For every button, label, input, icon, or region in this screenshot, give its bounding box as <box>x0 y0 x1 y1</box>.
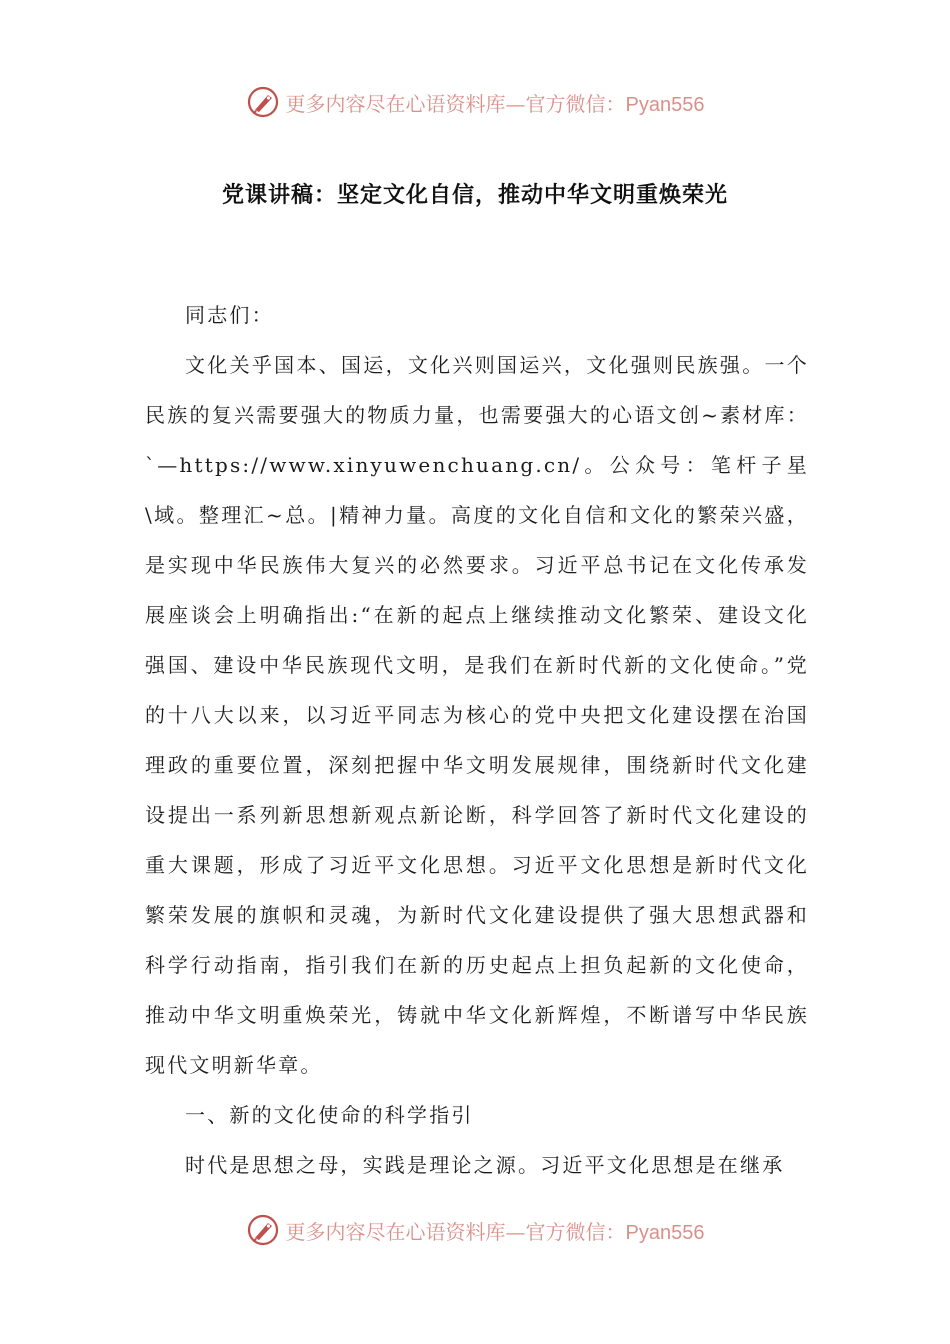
watermark-wechat: Pyan556 <box>625 1221 705 1244</box>
document-body <box>145 290 809 1190</box>
watermark-text: 更多内容尽在心语资料库—官方微信： <box>285 1219 626 1244</box>
section-heading: 一、新的文化使命的科学指引 <box>185 1103 474 1127</box>
document-title: 党课讲稿：坚定文化自信，推动中华文明重焕荣光 <box>221 183 728 208</box>
pen-nib-circle-icon <box>246 85 280 119</box>
watermark-text: 更多内容尽在心语资料库—官方微信： <box>285 91 626 116</box>
header-watermark <box>0 80 950 124</box>
footer-watermark <box>0 1208 950 1252</box>
body-paragraph: 时代是思想之母，实践是理论之源。习近平文化思想是在继承 <box>185 1153 785 1177</box>
pen-nib-circle-icon <box>246 1213 280 1247</box>
body-paragraph: 文化关乎国本、国运，文化兴则国运兴，文化强则民族强。一个民族的复兴需要强大的物质力量，也需要强大的心语文创~素材库：`—https://www.xinyuwenchuang.cn/。公众号：笔杆子星\域。整理汇~总。|精神力量。高度的文化自信和文化的繁荣兴盛，是实现中华民族伟大复兴的必然要求。习近平总书记在文化传承发展座谈会上明确指出:“在新的起点上继续推动文化繁荣、建设文化强国、建设中华民族现代文明，是我们在新时代新的文化使命。”党的十八大以来，以习近平同志为核心的党中央把文化建设摆在治国理政的重要位置，深刻把握中华文明发展规律，围绕新时代文化建设提出一系列新思想新观点新论断，科学回答了新时代文化建设的重大课题，形成了习近平文化思想。习近平文化思想是新时代文化繁荣发展的旗帜和灵魂，为新时代文化建设提供了强大思想武器和科学行动指南，指引我们在新的历史起点上担负起新的文化使命，推动中华文明重焕荣光，铸就中华文化新辉煌，不断谱写中华民族现代文明新华章。 <box>145 353 809 1077</box>
watermark-wechat: Pyan556 <box>625 93 705 116</box>
salutation: 同志们： <box>185 303 274 327</box>
